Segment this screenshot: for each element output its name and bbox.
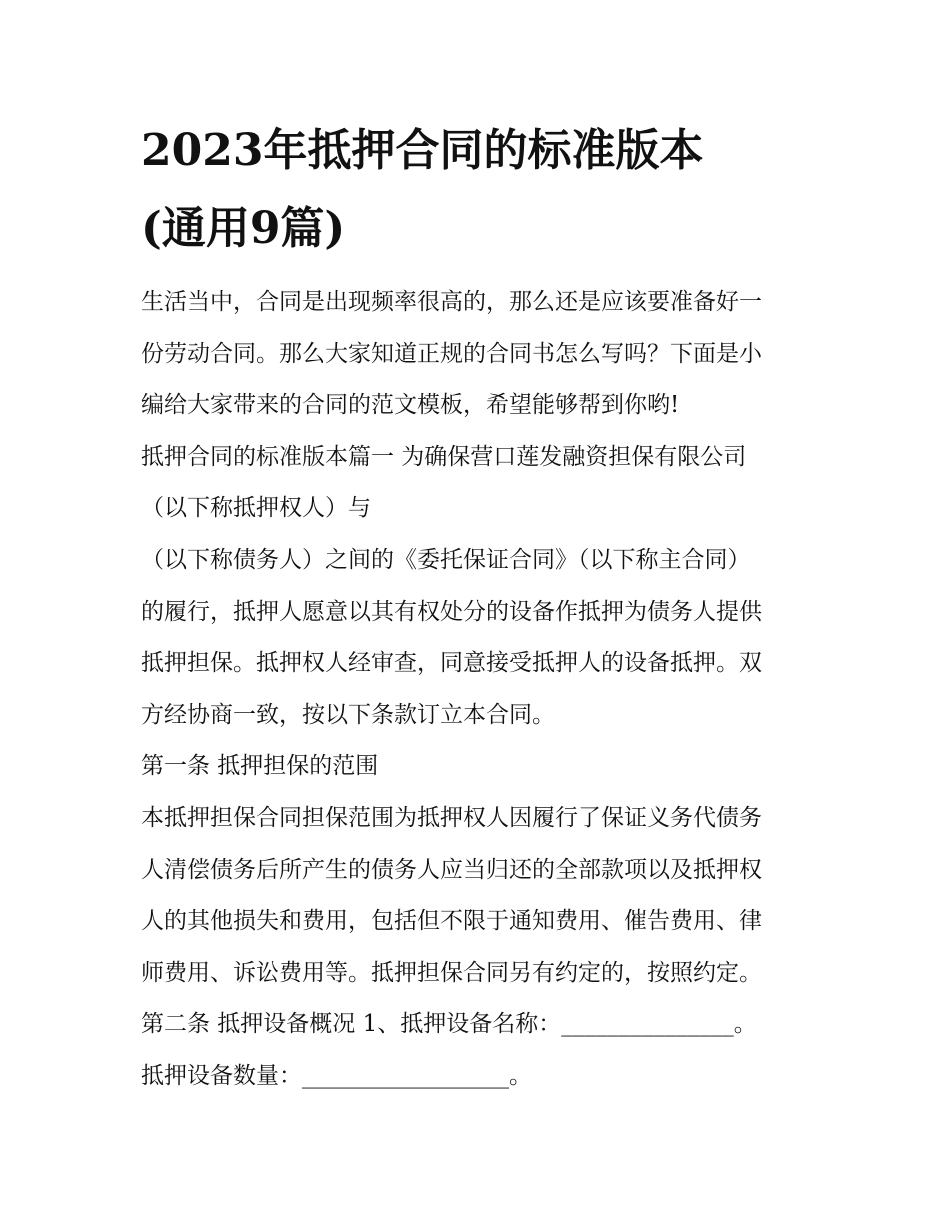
section-heading-1: 第一条 抵押担保的范围	[141, 753, 379, 780]
body-line-2: 份劳动合同。那么大家知道正规的合同书怎么写吗？下面是小	[141, 340, 762, 367]
body-line-9: 方经协商一致，按以下条款订立本合同。	[141, 701, 555, 728]
body-line-12: 人清偿债务后所产生的债务人应当归还的全部款项以及抵押权	[141, 856, 762, 883]
section-heading-2: 第二条 抵押设备概况 1、抵押设备名称：_______________。	[141, 1011, 757, 1038]
body-line-8: 抵押担保。抵押权人经审查，同意接受抵押人的设备抵押。双	[141, 650, 762, 677]
body-line-16: 抵押设备数量：__________________。	[141, 1062, 532, 1089]
body-line-11: 本抵押担保合同担保范围为抵押权人因履行了保证义务代债务	[141, 804, 762, 831]
document-title	[141, 112, 821, 268]
body-line-14: 师费用、诉讼费用等。抵押担保合同另有约定的，按照约定。	[141, 959, 762, 986]
body-line-5: （以下称抵押权人）与	[141, 495, 371, 522]
document-body	[141, 277, 821, 1103]
body-line-3: 编给大家带来的合同的范文模板，希望能够帮到你哟!	[141, 392, 680, 419]
body-line-13: 人的其他损失和费用，包括但不限于通知费用、催告费用、律	[141, 908, 762, 935]
body-line-4: 抵押合同的标准版本篇一 为确保营口莲发融资担保有限公司	[141, 443, 747, 470]
body-line-7: 的履行，抵押人愿意以其有权处分的设备作抵押为债务人提供	[141, 598, 762, 625]
body-line-6: （以下称债务人）之间的《委托保证合同》（以下称主合同）	[141, 546, 751, 573]
title-line-2: (通用9篇)	[141, 203, 346, 254]
body-line-1: 生活当中，合同是出现频率很高的，那么还是应该要准备好一	[141, 289, 762, 315]
title-line-1: 2023年抵押合同的标准版本	[141, 125, 704, 176]
